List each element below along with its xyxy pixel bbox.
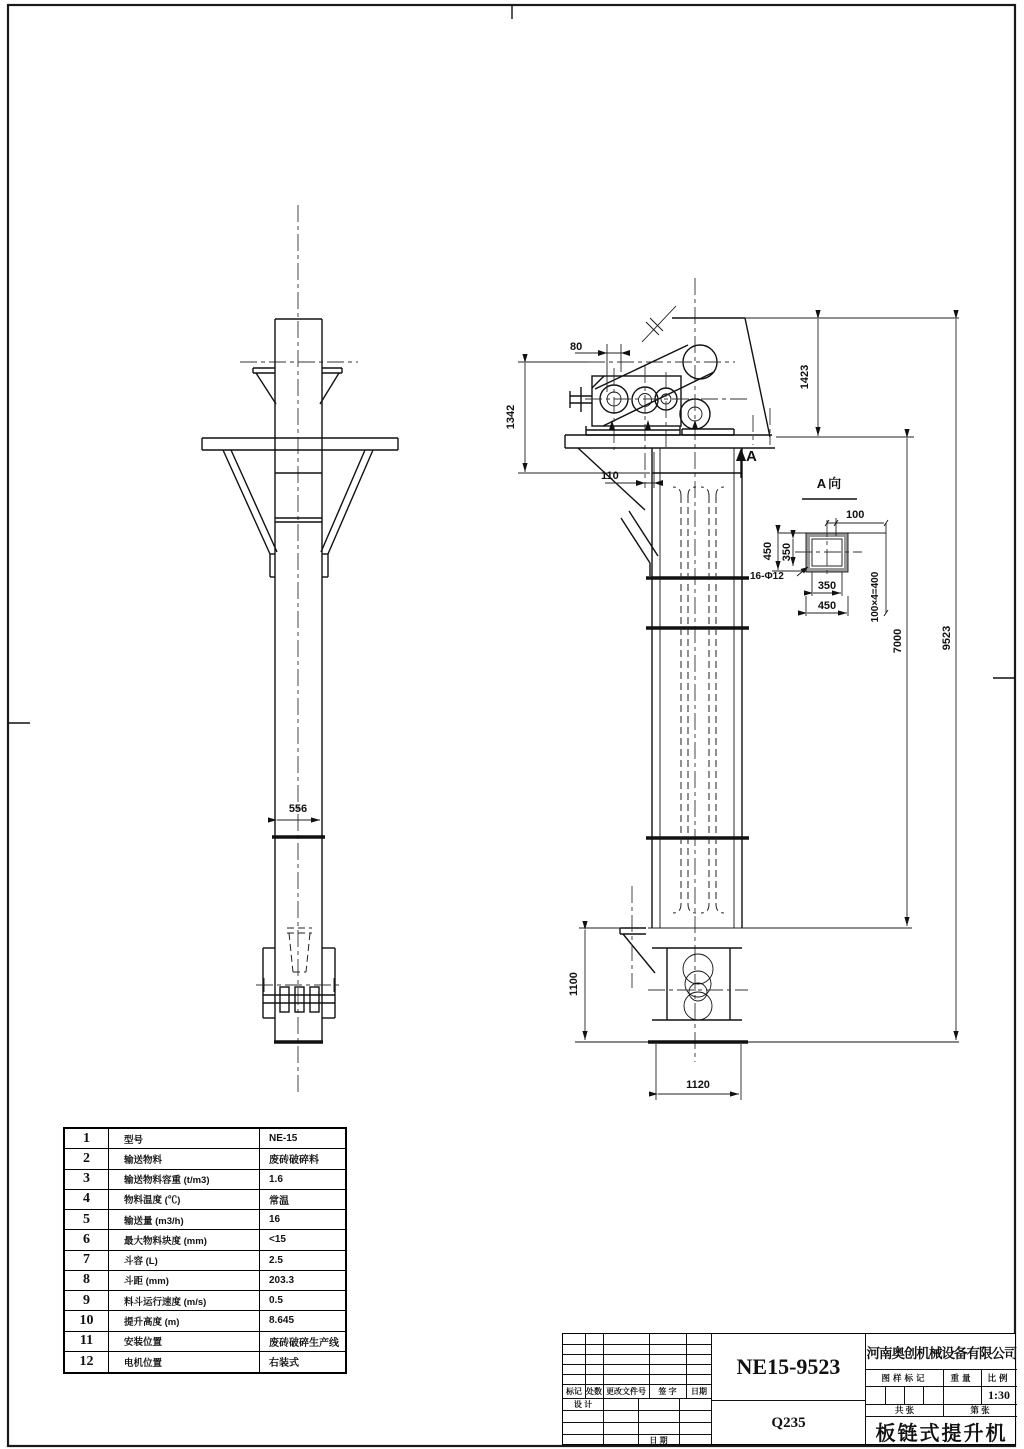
spec-row-no: 9 <box>65 1291 109 1311</box>
spec-row-param: 斗距 (mm) <box>109 1271 260 1291</box>
spec-row-value: 2.5 <box>260 1251 345 1271</box>
title-block <box>562 1333 1016 1445</box>
titleblock-label-weight: 重量 <box>950 1372 974 1383</box>
spec-row-value: 16 <box>260 1210 345 1230</box>
spec-row-no: 7 <box>65 1251 109 1271</box>
scale-value: 1:30 <box>988 1387 1010 1402</box>
spec-row-no: 5 <box>65 1210 109 1230</box>
spec-row-param: 最大物料块度 (mm) <box>109 1230 260 1250</box>
spec-row-param: 安装位置 <box>109 1332 260 1352</box>
dim-label-1100: 1100 <box>568 972 580 996</box>
spec-row-param: 提升高度 (m) <box>109 1311 260 1331</box>
spec-row-no: 11 <box>65 1332 109 1352</box>
detail-a-title: A向 <box>816 476 844 491</box>
spec-row-value: 右装式 <box>269 1358 299 1370</box>
view-arrow-label-a: A <box>746 448 757 465</box>
spec-row-param: 输送物料容重 (t/m3) <box>109 1170 260 1190</box>
spec-row-param: 电机位置 <box>109 1352 260 1372</box>
dim-label-556: 556 <box>288 803 308 815</box>
spec-row-no: 6 <box>65 1230 109 1250</box>
side-view <box>202 205 398 1095</box>
spec-row-no: 1 <box>65 1129 109 1149</box>
titleblock-label-total-sheets: 共 张 <box>894 1405 915 1415</box>
spec-row-value: 0.5 <box>260 1291 345 1311</box>
spec-row-param: 输送量 (m3/h) <box>109 1210 260 1230</box>
spec-row-value: 常温 <box>260 1190 345 1210</box>
titleblock-label-date2: 日 期 <box>649 1435 668 1445</box>
spec-row-no: 3 <box>65 1170 109 1190</box>
spec-row-param: 型号 <box>109 1129 260 1149</box>
spec-row-value: 废砖破碎料 <box>260 1149 345 1169</box>
material-spec: Q235 <box>771 1414 806 1431</box>
dim-label-1120: 1120 <box>686 1079 710 1091</box>
detail-dim-450-v: 450 <box>762 541 774 561</box>
product-name: 板链式提升机 <box>875 1422 1008 1445</box>
titleblock-label-date: 日期 <box>691 1386 707 1396</box>
titleblock-label-design: 设 计 <box>573 1399 593 1409</box>
detail-dim-100: 100 <box>846 509 865 521</box>
detail-dim-450-h: 450 <box>817 600 837 612</box>
company-name: 河南奥创机械设备有限公司 <box>866 1345 1017 1361</box>
titleblock-label-drawing-mark: 图样标记 <box>881 1372 928 1383</box>
spec-row-no: 2 <box>65 1149 109 1169</box>
spec-row-value: 8.645 <box>260 1311 345 1331</box>
spec-row-param: 斗容 (L) <box>109 1251 260 1271</box>
spec-row-param: 物料温度 (℃) <box>109 1190 260 1210</box>
spec-row-param: 输送物料 <box>109 1149 260 1169</box>
titleblock-label-count: 处数 <box>586 1386 602 1396</box>
titleblock-label-signature: 签 字 <box>658 1386 677 1396</box>
dim-label-80: 80 <box>570 341 583 353</box>
titleblock-label-change-doc: 更改文件号 <box>606 1386 646 1396</box>
titleblock-label-mark: 标记 <box>566 1386 582 1396</box>
spec-row-value: 203.3 <box>260 1271 345 1291</box>
spec-table <box>63 1127 347 1374</box>
detail-bolt-note: 16-Φ12 <box>750 571 784 582</box>
spec-row-no: 10 <box>65 1311 109 1331</box>
spec-row-value: <15 <box>260 1230 345 1250</box>
dim-label-1342: 1342 <box>505 404 517 430</box>
front-view <box>518 278 959 1100</box>
dim-label-110: 110 <box>601 470 619 482</box>
spec-row-value: 废砖破碎生产线 <box>260 1332 345 1352</box>
dim-label-7000: 7000 <box>892 628 904 654</box>
spec-row-no: 12 <box>65 1352 109 1372</box>
spec-row-value: NE-15 <box>260 1129 345 1149</box>
detail-dim-350-v: 350 <box>781 542 793 562</box>
titleblock-label-sheet-no: 第 张 <box>970 1405 990 1415</box>
titleblock-label-scale: 比例 <box>987 1372 1011 1383</box>
dim-label-9523: 9523 <box>941 625 953 651</box>
detail-pitch-note: 100×4=400 <box>870 571 881 623</box>
spec-row-no: 4 <box>65 1190 109 1210</box>
drawing-number: NE15-9523 <box>736 1354 841 1379</box>
spec-row-no: 8 <box>65 1271 109 1291</box>
spec-row-param: 料斗运行速度 (m/s) <box>109 1291 260 1311</box>
spec-row-value: 1.6 <box>260 1170 345 1190</box>
detail-dim-350-h: 350 <box>817 580 837 592</box>
dim-label-1423: 1423 <box>799 364 811 390</box>
